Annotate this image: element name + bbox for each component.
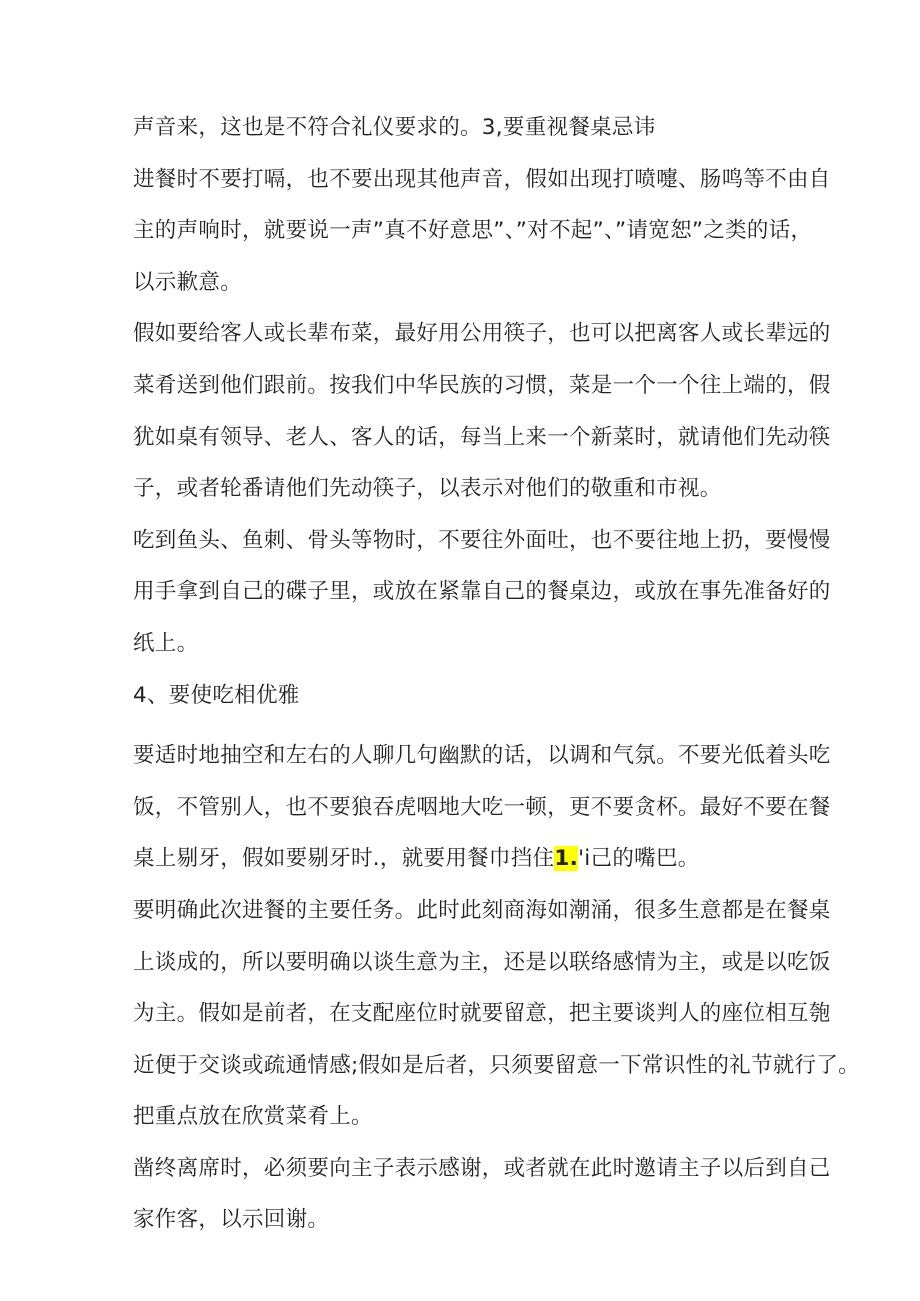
highlighted-text: 1. (554, 846, 579, 872)
heading-text: 4、要使吃相优雅 (133, 682, 300, 708)
text-line: 声音来，这也是不符合礼仪要求的。3,要重视餐桌忌讳 (133, 115, 656, 140)
text-line: 用手拿到自己的碟子里，或放在紧靠自己的餐桌边，或放在事先准备好的 (133, 579, 831, 605)
text-line: 近便于交谈或疏通情感;假如是后者，只须要留意一下常识性的礼节就行了。 (133, 1052, 860, 1078)
paragraph (133, 162, 831, 317)
paragraph (133, 1151, 831, 1254)
paragraph (133, 738, 831, 893)
text-line: 要适时地抽空和左右的人聊几句幽默的话，以调和气氛。不要光低着头吃 (133, 743, 831, 769)
text-line: 上谈成的，所以要明确以谈生意为主，还是以联络感情为主，或是以吃饭 (133, 949, 831, 975)
text-line: 假如要给客人或长辈布菜，最好用公用筷子，也可以把离客人或长辈远的 (133, 321, 831, 347)
text-line: 主的声响时，就要说一声”真不好意思”、”对不起”、”请宽恕”之类的话， (133, 218, 813, 244)
text-line: 子，或者轮番请他们先动筷子，以表示对他们的敬重和市视。 (133, 476, 722, 502)
text-line: 凿终离席时，必须要向主子表示感谢，或者就在此时邀请主子以后到自己 (133, 1155, 831, 1181)
paragraph (133, 316, 831, 522)
text-line: 把重点放在欣赏菜肴上。 (133, 1104, 373, 1130)
paragraph (133, 110, 813, 162)
paragraph (133, 893, 860, 1151)
section-heading (133, 678, 813, 730)
paragraph (133, 523, 831, 678)
text-run: 'i己的嘴巴。 (578, 846, 700, 872)
text-line (133, 841, 813, 893)
text-line: 饭，不管别人，也不要狼吞虎咽地大吃一顿，更不要贪杯。最好不要在餐 (133, 794, 831, 820)
text-line: 为主。假如是前者，在支配座位时就要留意，把主要谈判人的座位相互匏 (133, 1001, 831, 1027)
document-page (133, 110, 860, 1254)
text-line: 以示歉意。 (133, 269, 243, 295)
text-run: 桌上剔牙，假如要剔牙时.，就要用餐巾挡住 (133, 846, 555, 872)
text-line: 进餐时不要打嗝，也不要出现其他声音，假如出现打喷嚏、肠鸣等不由自 (133, 166, 831, 192)
text-line: 菜肴送到他们跟前。按我们中华民族的习惯，菜是一个一个往上端的，假 (133, 372, 831, 398)
text-line: 纸上。 (133, 630, 199, 656)
text-line: 犹如桌有领导、老人、客人的话，每当上来一个新菜时，就请他们先动筷 (133, 424, 831, 450)
text-line: 家作客，以示回谢。 (133, 1207, 330, 1233)
text-line: 吃到鱼头、鱼刺、骨头等物时，不要往外面吐，也不要往地上扔，要慢慢 (133, 527, 831, 553)
text-line: 要明确此次进餐的主要任务。此时此刻商海如潮涌，很多生意都是在餐桌 (133, 897, 831, 923)
